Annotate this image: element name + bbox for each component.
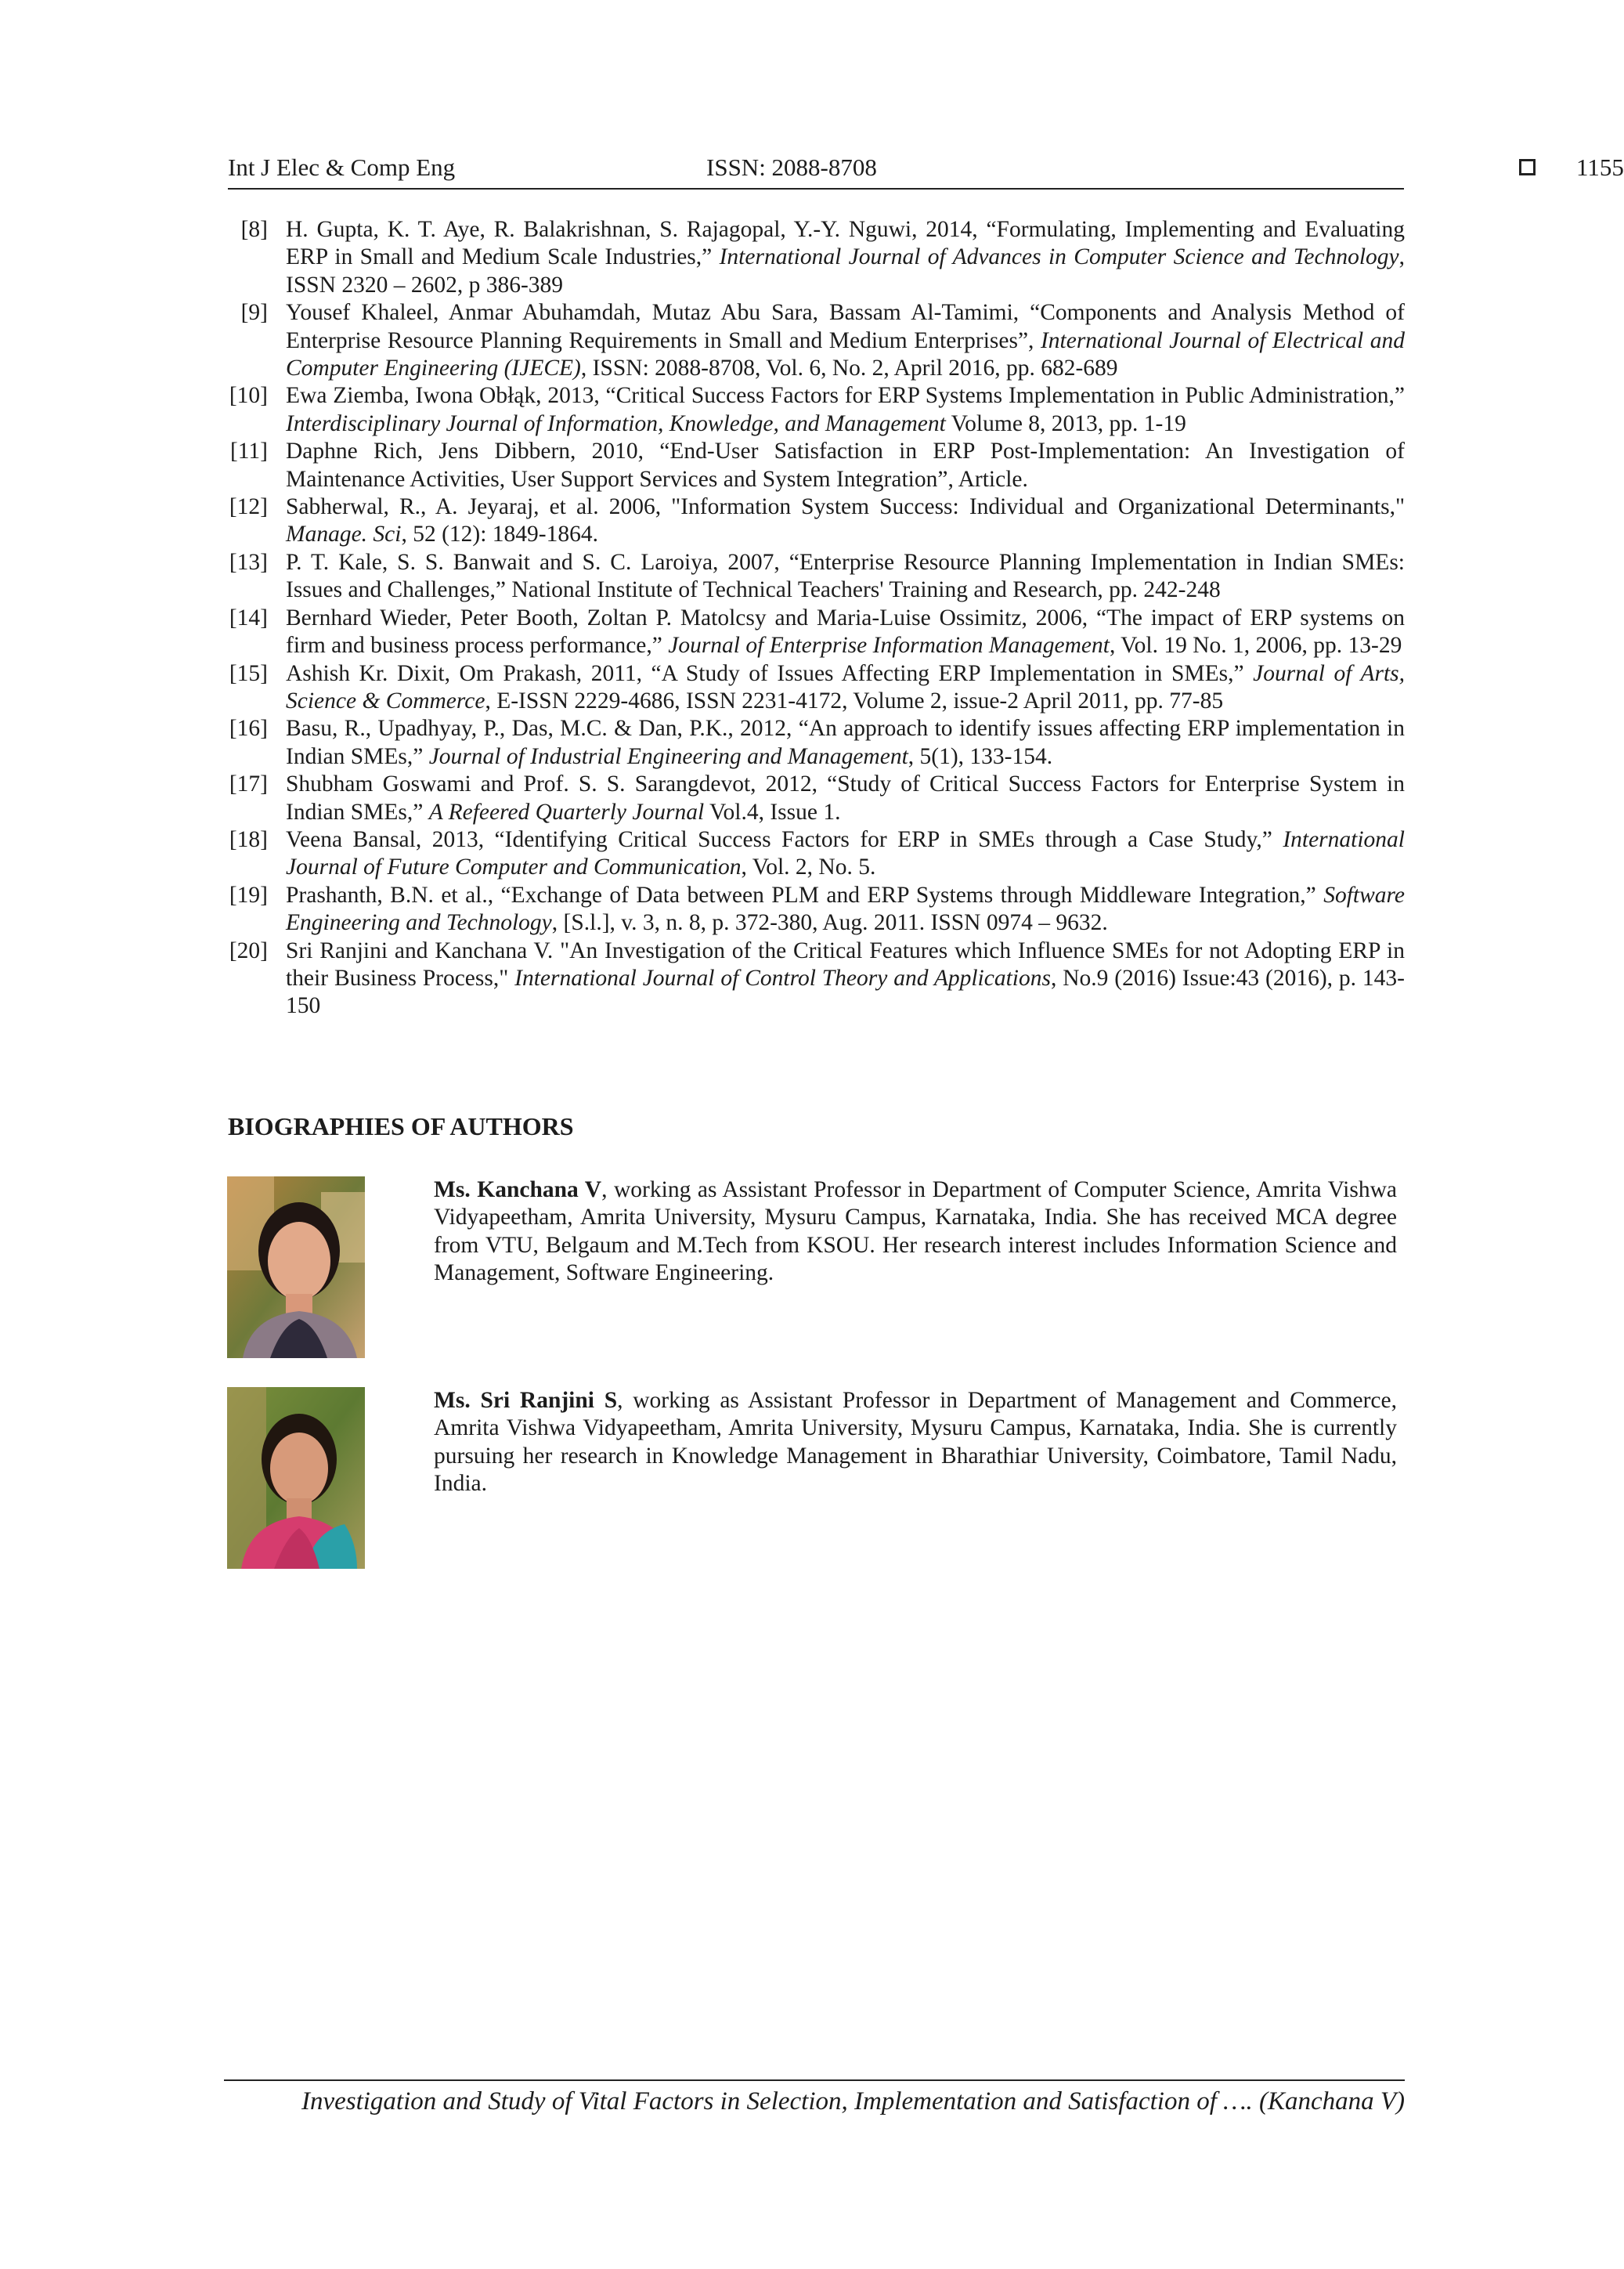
reference-text-segment: H. Gupta, K. T. Aye, R. Balakrishnan, S. Rajagopal, Y.-Y. Nguwi, 2014, “Formulating, Implementing and Evaluating ERP in Small and Medium Scale Industries,”	[286, 217, 1405, 270]
reference-item	[219, 216, 1405, 299]
reference-text	[286, 605, 1405, 658]
reference-item	[219, 549, 1405, 605]
reference-source-title: Software Engineering and Technology	[286, 882, 1405, 936]
reference-text-segment: Ewa Ziemba, Iwona Obłąk, 2013, “Critical Success Factors for ERP Systems Implementation in Public Administration,”	[286, 383, 1405, 409]
biographies-heading: BIOGRAPHIES OF AUTHORS	[228, 1112, 574, 1140]
reference-text-segment: Sri Ranjini and Kanchana V. "An Investigation of the Critical Features which Influence SMEs for not Adopting ERP in their Business Process,"	[286, 938, 1405, 991]
square-bullet-icon	[1519, 159, 1536, 175]
reference-item	[219, 826, 1405, 882]
reference-text-segment: Prashanth, B.N. et al., “Exchange of Data between PLM and ERP Systems through Middleware Integration,”	[286, 882, 1324, 908]
reference-text-segment: , 52 (12): 1849-1864.	[401, 522, 599, 547]
reference-text-segment: Ashish Kr. Dixit, Om Prakash, 2011, “A Study of Issues Affecting ERP Implementation in SMEs,”	[286, 660, 1254, 686]
author-name: Ms. Sri Ranjini S	[434, 1388, 618, 1413]
reference-number: [13]	[229, 549, 268, 575]
journal-issn: ISSN: 2088-8708	[706, 154, 877, 181]
page-number: 1155	[1576, 154, 1624, 181]
reference-number: [16]	[229, 716, 268, 742]
reference-text	[286, 300, 1405, 381]
reference-text-segment: Sabherwal, R., A. Jeyaraj, et al. 2006, "Information System Success: Individual and Organizational Determinants,"	[286, 494, 1405, 520]
author-biography-text	[434, 1387, 1397, 1498]
reference-item	[219, 382, 1405, 438]
reference-text	[286, 217, 1405, 298]
reference-text-segment: Vol.4, Issue 1.	[704, 799, 841, 825]
journal-abbreviation: Int J Elec & Comp Eng	[228, 154, 456, 181]
reference-text-segment: , No.9 (2016) Issue:43 (2016), p. 143-150	[286, 965, 1405, 1019]
reference-text-segment: P. T. Kale, S. S. Banwait and S. C. Laroiya, 2007, “Enterprise Resource Planning Implementation in Indian SMEs: Issues and Challenges,” National Institute of Technical Teachers' Training and Research, pp. 242-248	[286, 549, 1405, 603]
reference-source-title: A Refeered Quarterly Journal	[428, 799, 705, 825]
author-description: , working as Assistant Professor in Department of Management and Commerce, Amrita Vishwa Vidyapeetham, Amrita University, Mysuru Campus, Karnataka, India. She is currently pursuing her research in Knowledge Management in Bharathiar University, Coimbatore, Tamil Nadu, India.	[434, 1388, 1397, 1497]
reference-number: [20]	[229, 938, 268, 963]
reference-text	[286, 883, 1405, 935]
reference-number: [18]	[229, 826, 268, 852]
reference-text-segment: Yousef Khaleel, Anmar Abuhamdah, Mutaz Abu Sara, Bassam Al-Tamimi, “Components and Analysis Method of Enterprise Resource Planning Requirements in Small and Medium Enterprises”,	[286, 300, 1405, 353]
reference-source-title: Journal of Industrial Engineering and Management	[428, 743, 908, 769]
reference-text	[286, 494, 1405, 547]
reference-item	[219, 438, 1405, 493]
reference-item	[219, 771, 1405, 826]
reference-text-segment: , E-ISSN 2229-4686, ISSN 2231-4172, Volume 2, issue-2 April 2011, pp. 77-85	[485, 688, 1224, 714]
reference-number: [14]	[229, 605, 268, 630]
author-biography-text	[434, 1176, 1397, 1288]
author-photo-kanchana	[227, 1176, 365, 1358]
reference-item	[219, 299, 1405, 382]
reference-source-title: International Journal of Advances in Computer Science and Technology	[719, 244, 1399, 270]
reference-text-segment: Shubham Goswami and Prof. S. S. Sarangdevot, 2012, “Study of Critical Success Factors for Enterprise System in Indian SMEs,”	[286, 771, 1405, 825]
reference-text	[286, 771, 1405, 824]
reference-text	[286, 439, 1405, 491]
reference-number: [12]	[229, 494, 268, 520]
page-header	[228, 149, 1624, 190]
reference-number: [8]	[240, 217, 268, 242]
reference-item	[219, 660, 1405, 716]
reference-text	[286, 661, 1405, 714]
reference-item	[219, 605, 1405, 660]
reference-text-segment: , ISSN 2320 – 2602, p 386-389	[286, 244, 1405, 298]
author-description: , working as Assistant Professor in Department of Computer Science, Amrita Vishwa Vidyapeetham, Amrita University, Mysuru Campus, Karnataka, India. She has received MCA degree from VTU, Belgaum and M.Tech from KSOU. Her research interest includes Information Science and Management, Software Engineering.	[434, 1177, 1397, 1286]
reference-source-title: Manage. Sci	[286, 522, 402, 547]
reference-item	[219, 715, 1405, 771]
reference-text-segment: Daphne Rich, Jens Dibbern, 2010, “End-User Satisfaction in ERP Post-Implementation: An Investigation of Maintenance Activities, User Support Services and System Integration”, Article.	[286, 439, 1405, 492]
reference-text-segment: Veena Bansal, 2013, “Identifying Critical Success Factors for ERP in SMEs through a Case Study,”	[286, 826, 1283, 852]
reference-text-segment: , Vol. 2, No. 5.	[741, 854, 876, 880]
page-footer	[224, 2079, 1405, 2128]
reference-text-segment: , Vol. 19 No. 1, 2006, pp. 13-29	[1109, 633, 1402, 659]
reference-text-segment: , 5(1), 133-154.	[908, 743, 1053, 769]
author-photo-sri-ranjini	[227, 1387, 365, 1569]
reference-text-segment: Bernhard Wieder, Peter Booth, Zoltan P. Matolcsy and Maria-Luise Ossimitz, 2006, “The impact of ERP systems on firm and business process performance,”	[286, 605, 1405, 659]
reference-text-segment: , [S.l.], v. 3, n. 8, p. 372-380, Aug. 2011. ISSN 0974 – 9632.	[551, 910, 1108, 936]
reference-source-title: Journal of Arts, Science & Commerce	[286, 660, 1406, 714]
reference-source-title: International Journal of Future Computer and Communication	[286, 826, 1405, 880]
reference-source-title: Journal of Enterprise Information Management	[668, 633, 1110, 659]
reference-text	[286, 938, 1405, 1019]
reference-text	[286, 383, 1405, 435]
reference-number: [17]	[229, 771, 268, 797]
reference-number: [11]	[229, 439, 268, 464]
reference-number: [19]	[229, 882, 268, 908]
reference-text-segment: Volume 8, 2013, pp. 1-19	[945, 410, 1186, 436]
reference-text-segment: Basu, R., Upadhyay, P., Das, M.C. & Dan, P.K., 2012, “An approach to identify issues affecting ERP implementation in Indian SMEs,”	[286, 716, 1405, 769]
reference-list	[219, 216, 1405, 1021]
reference-number: [15]	[229, 660, 268, 686]
reference-item	[219, 938, 1405, 1021]
reference-source-title: Interdisciplinary Journal of Information, Knowledge, and Management	[286, 410, 946, 436]
reference-text	[286, 716, 1405, 768]
reference-number: [10]	[229, 383, 268, 409]
reference-number: [9]	[240, 300, 268, 326]
reference-text-segment: , ISSN: 2088-8708, Vol. 6, No. 2, April 2016, pp. 682-689	[580, 356, 1118, 381]
reference-item	[219, 493, 1405, 549]
reference-text	[286, 550, 1405, 602]
running-title: Investigation and Study of Vital Factors in Selection, Implementation and Satisfaction of …. (Kanchana V)	[301, 2087, 1405, 2115]
reference-source-title: International Journal of Electrical and Computer Engineering (IJECE)	[286, 327, 1406, 381]
reference-item	[219, 882, 1405, 938]
reference-source-title: International Journal of Control Theory and Applications	[514, 965, 1051, 991]
author-name: Ms. Kanchana V	[434, 1177, 602, 1202]
reference-text	[286, 827, 1405, 880]
